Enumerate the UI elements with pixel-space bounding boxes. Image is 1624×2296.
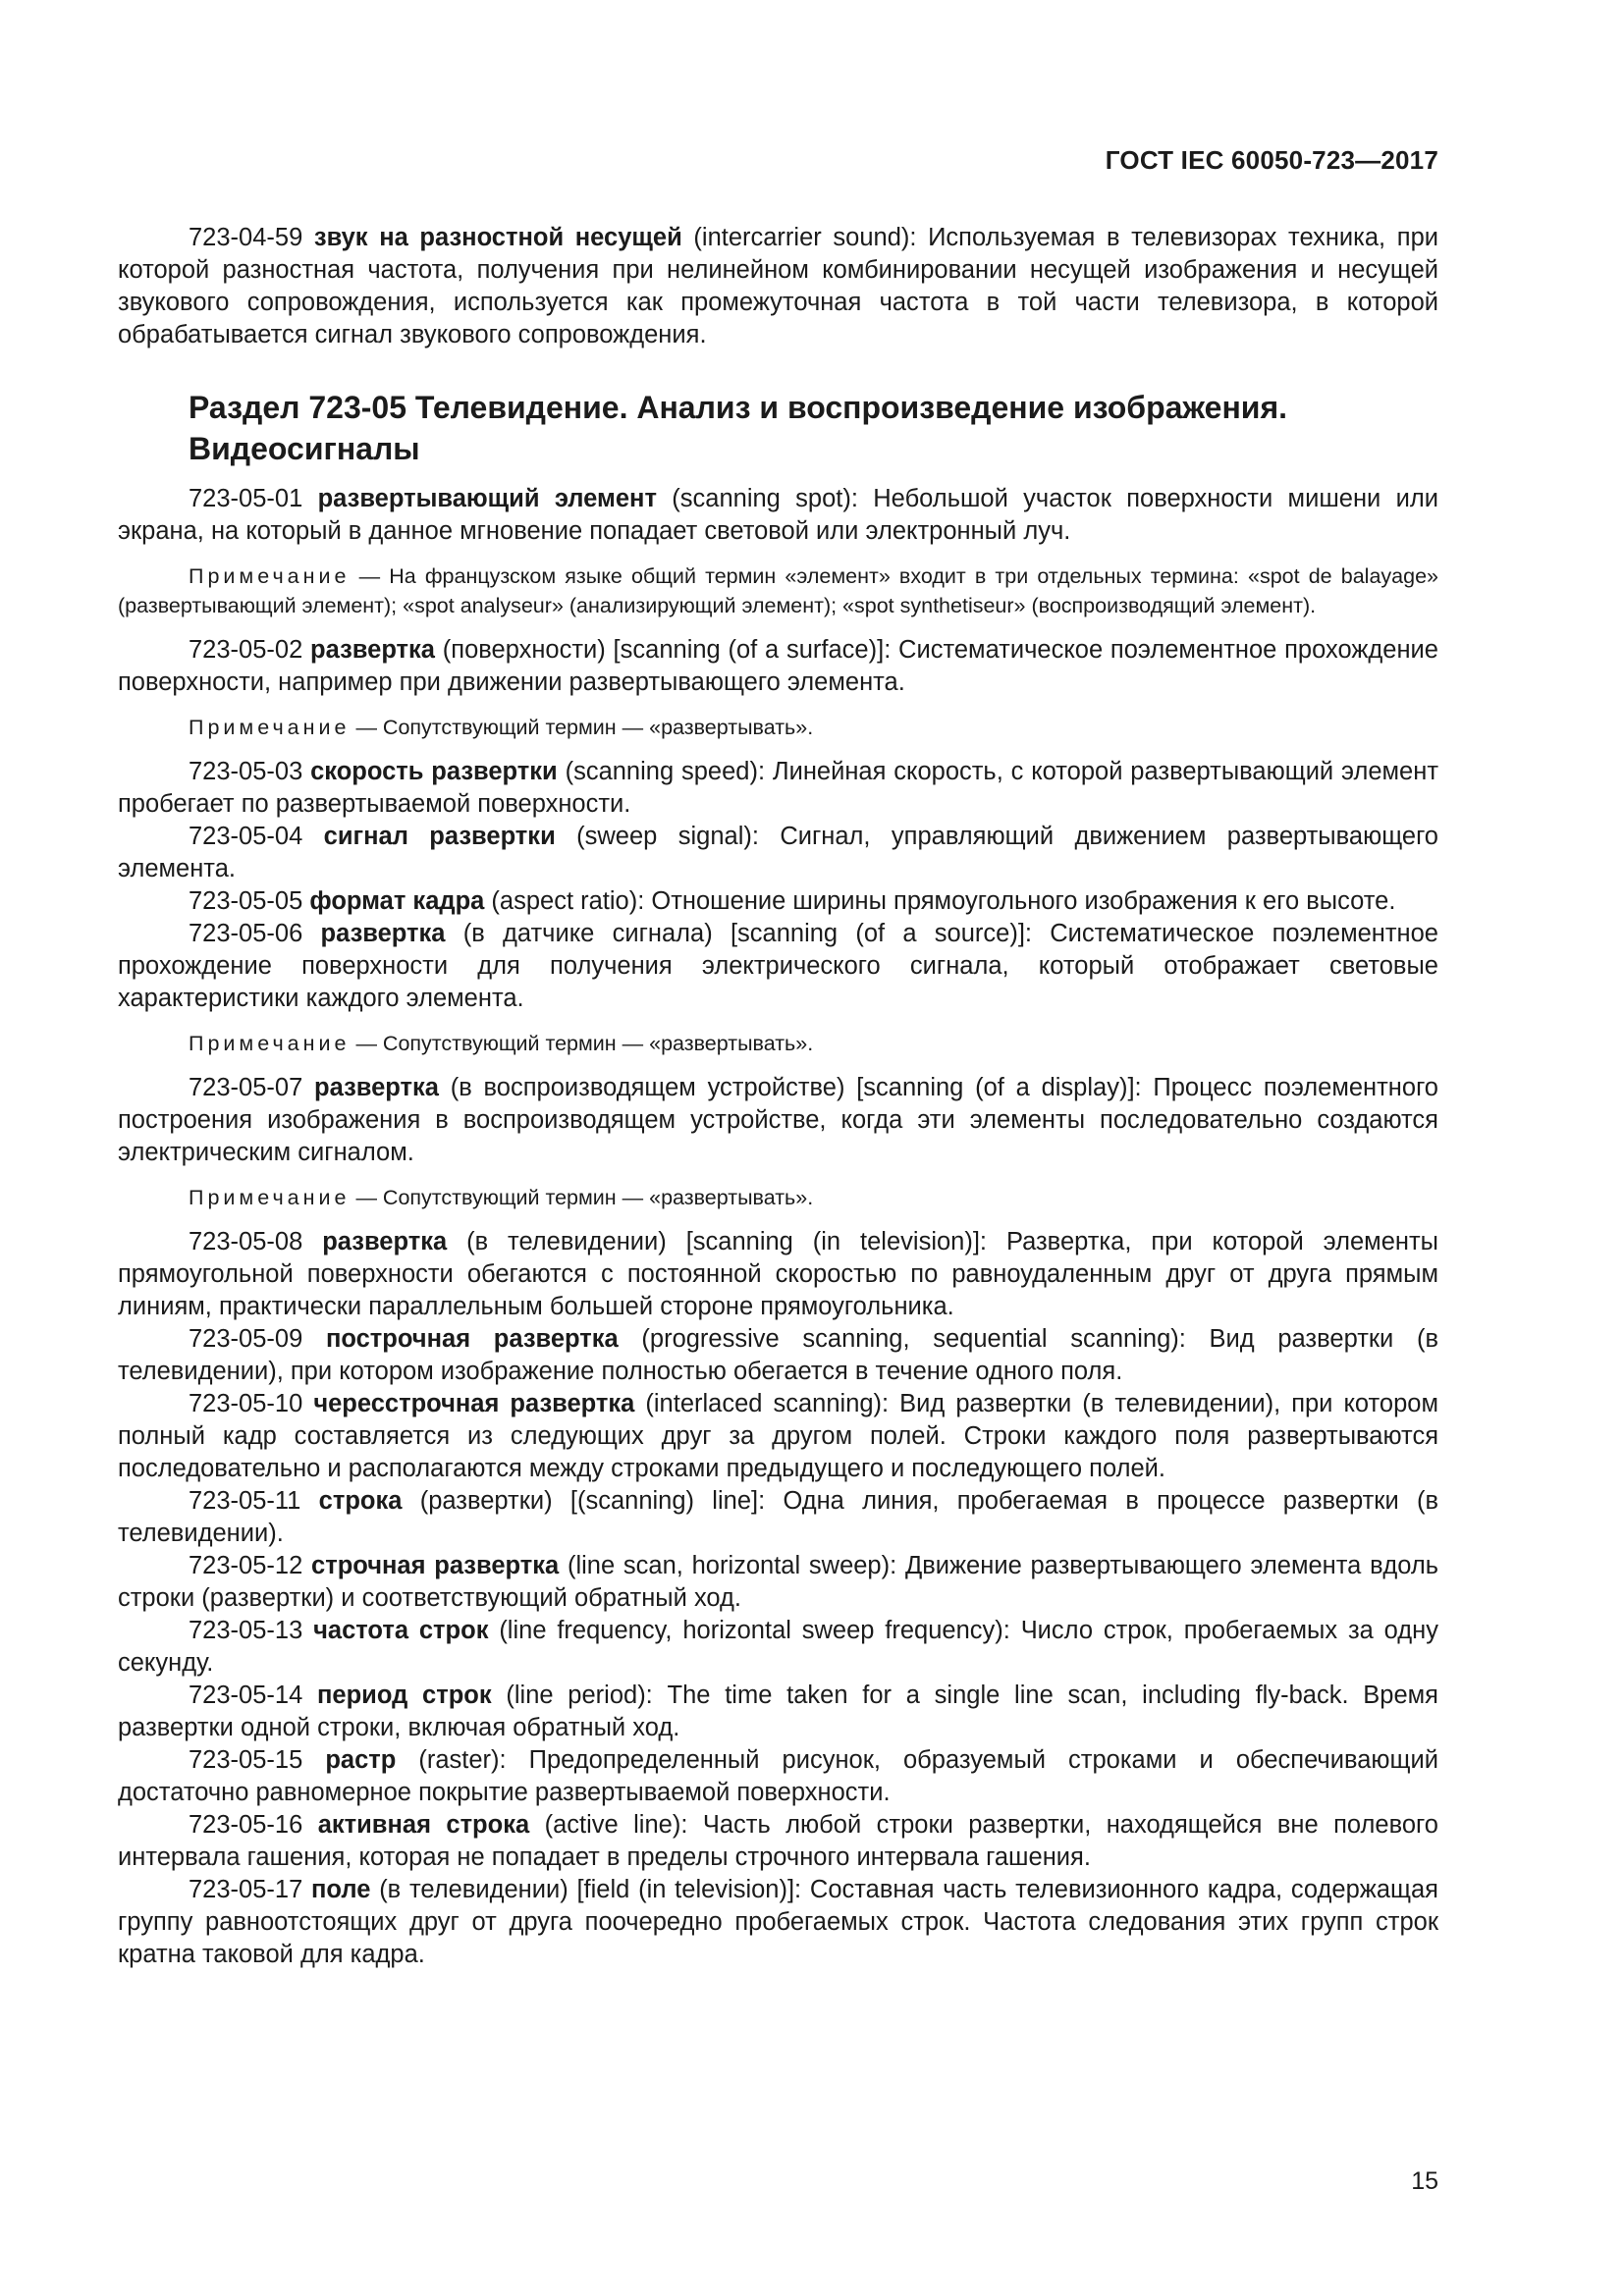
note bbox=[118, 1183, 1438, 1212]
document-body bbox=[118, 222, 1438, 1971]
term-entry bbox=[118, 1744, 1438, 1809]
term-number: 723-05-11 bbox=[189, 1487, 301, 1515]
term-number: 723-05-09 bbox=[189, 1325, 303, 1353]
term-title: звук на разностной несущей bbox=[313, 224, 682, 251]
term-title: чересстрочная развертка bbox=[313, 1390, 635, 1417]
term-definition: (поверхности) [scanning (of a surface)]: Систематическое поэлементное прохождение поверхности, например при движении развертывающего элемента. bbox=[118, 636, 1438, 696]
term-entry bbox=[118, 1485, 1438, 1550]
document-page bbox=[118, 0, 1438, 2296]
term-definition: (scanning spot): Небольшой участок поверхности мишени или экрана, на который в данное мгновение попадает световой или электронный луч. bbox=[118, 485, 1438, 545]
term-title: активная строка bbox=[317, 1811, 530, 1839]
page-number: 15 bbox=[1411, 2167, 1438, 2195]
term-title: развертка bbox=[322, 1228, 448, 1255]
term-entry bbox=[118, 634, 1438, 699]
term-number: 723-04-59 bbox=[189, 224, 303, 251]
term-definition: (aspect ratio): Отношение ширины прямоугольного изображения к его высоте. bbox=[491, 887, 1396, 915]
term-entry bbox=[118, 918, 1438, 1015]
section-title-line-2: Видеосигналы bbox=[189, 431, 420, 466]
term-definition: (в воспроизводящем устройстве) [scanning (of a display)]: Процесс поэлементного построения изображения в воспроизводящем устройстве, когда эти элементы последовательно создаются электрическим сигналом. bbox=[118, 1074, 1438, 1166]
note-label: Примечание bbox=[189, 716, 351, 739]
term-entry bbox=[118, 821, 1438, 885]
term-entry bbox=[118, 1809, 1438, 1874]
note-text: — На французском языке общий термин «элемент» входит в три отдельных термина: «spot de balayage» (развертывающий элемент); «spot analyseur» (анализирующий элемент); «spot synthetiseur» (воспроизводящий элемент). bbox=[118, 564, 1438, 617]
note-text: — Сопутствующий термин — «развертывать». bbox=[355, 716, 814, 739]
term-number: 723-05-02 bbox=[189, 636, 303, 664]
term-definition: (raster): Предопределенный рисунок, образуемый строками и обеспечивающий достаточно равномерное покрытие развертываемой поверхности. bbox=[118, 1746, 1438, 1806]
term-definition: (interlaced scanning): Вид развертки (в телевидении), при котором полный кадр составляется из следующих друг за другом полей. Строки каждого поля развертываются последовательно и располагаются между строками предыдущего и последующего полей. bbox=[118, 1390, 1438, 1482]
term-entry bbox=[118, 1874, 1438, 1971]
section-title-line-1: Раздел 723-05 Телевидение. Анализ и воспроизведение изображения. bbox=[189, 390, 1288, 425]
term-definition: (intercarrier sound): Используемая в телевизорах техника, при которой разностная частота, получения при нелинейном комбинировании несущей изображения и несущей звукового сопровождения, используется как промежуточная частота в той части телевизора, в которой обрабатывается сигнал звукового сопровождения. bbox=[118, 224, 1438, 348]
term-definition: (развертки) [(scanning) line]: Одна линия, пробегаемая в процессе развертки (в телевидении). bbox=[118, 1487, 1438, 1547]
term-number: 723-05-05 bbox=[189, 887, 303, 915]
note bbox=[118, 713, 1438, 742]
term-title: сигнал развертки bbox=[323, 823, 556, 850]
term-entry bbox=[118, 483, 1438, 548]
term-definition: (в телевидении) [field (in television)]: Составная часть телевизионного кадра, содержащая группу равноотстоящих друг от друга поочередно пробегаемых строк. Частота следования этих групп строк кратна таковой для кадра. bbox=[118, 1876, 1438, 1968]
term-number: 723-05-15 bbox=[189, 1746, 303, 1774]
document-header: ГОСТ IEC 60050-723—2017 bbox=[1105, 145, 1438, 175]
term-title: развертка bbox=[320, 920, 446, 947]
term-number: 723-05-01 bbox=[189, 485, 303, 512]
term-title: поле bbox=[311, 1876, 371, 1903]
term-number: 723-05-14 bbox=[189, 1682, 303, 1709]
term-number: 723-05-08 bbox=[189, 1228, 303, 1255]
note-label: Примечание bbox=[189, 1032, 351, 1055]
term-definition: (scanning speed): Линейная скорость, с которой развертывающий элемент пробегает по развертываемой поверхности. bbox=[118, 758, 1438, 818]
note bbox=[118, 1029, 1438, 1058]
term-number: 723-05-10 bbox=[189, 1390, 303, 1417]
term-definition: (line period): The time taken for a single line scan, including fly-back. Время развертки одной строки, включая обратный ход. bbox=[118, 1682, 1438, 1741]
term-entry bbox=[118, 1615, 1438, 1680]
note-label: Примечание bbox=[189, 1186, 351, 1209]
term-title: строка bbox=[318, 1487, 403, 1515]
term-title: период строк bbox=[317, 1682, 492, 1709]
term-number: 723-05-13 bbox=[189, 1617, 303, 1644]
term-title: развертка bbox=[310, 636, 435, 664]
term-title: построчная развертка bbox=[325, 1325, 619, 1353]
term-entry bbox=[118, 1550, 1438, 1615]
term-title: растр bbox=[325, 1746, 397, 1774]
term-title: развертывающий элемент bbox=[317, 485, 657, 512]
term-title: формат кадра bbox=[309, 887, 485, 915]
term-entry bbox=[118, 1388, 1438, 1485]
term-definition: (в телевидении) [scanning (in television)]: Развертка, при которой элементы прямоугольной поверхности обегаются с постоянной скоростью по равноудаленным друг от друга прямым линиям, практически параллельным большей стороне прямоугольника. bbox=[118, 1228, 1438, 1320]
term-entry bbox=[118, 1226, 1438, 1323]
term-entry bbox=[118, 1680, 1438, 1744]
term-entry bbox=[118, 222, 1438, 351]
term-entry bbox=[118, 885, 1438, 918]
term-title: развертка bbox=[314, 1074, 439, 1101]
term-definition: (line frequency, horizontal sweep frequency): Число строк, пробегаемых за одну секунду. bbox=[118, 1617, 1438, 1677]
note bbox=[118, 561, 1438, 620]
term-definition: (active line): Часть любой строки развертки, находящейся вне полевого интервала гашения, которая не попадает в пределы строчного интервала гашения. bbox=[118, 1811, 1438, 1871]
note-label: Примечание bbox=[189, 564, 351, 588]
term-definition: (sweep signal): Сигнал, управляющий движением развертывающего элемента. bbox=[118, 823, 1438, 882]
term-definition: (в датчике сигнала) [scanning (of a source)]: Систематическое поэлементное прохождение поверхности для получения электрического сигнала, который отображает световые характеристики каждого элемента. bbox=[118, 920, 1438, 1012]
note-text: — Сопутствующий термин — «развертывать». bbox=[355, 1186, 814, 1209]
term-definition: (line scan, horizontal sweep): Движение развертывающего элемента вдоль строки (развертки) и соответствующий обратный ход. bbox=[118, 1552, 1439, 1612]
term-entry bbox=[118, 1323, 1438, 1388]
term-entry bbox=[118, 756, 1438, 821]
term-title: частота строк bbox=[313, 1617, 489, 1644]
term-title: скорость развертки bbox=[310, 758, 558, 785]
term-number: 723-05-04 bbox=[189, 823, 303, 850]
term-title: строчная развертка bbox=[311, 1552, 560, 1579]
term-list bbox=[118, 483, 1438, 1971]
term-number: 723-05-03 bbox=[189, 758, 303, 785]
term-number: 723-05-07 bbox=[189, 1074, 303, 1101]
term-number: 723-05-12 bbox=[189, 1552, 303, 1579]
term-number: 723-05-16 bbox=[189, 1811, 303, 1839]
section-heading bbox=[189, 387, 1438, 469]
note-text: — Сопутствующий термин — «развертывать». bbox=[355, 1032, 814, 1055]
term-definition: (progressive scanning, sequential scanning): Вид развертки (в телевидении), при котором изображение полностью обегается в течение одного поля. bbox=[118, 1325, 1438, 1385]
term-number: 723-05-17 bbox=[189, 1876, 303, 1903]
term-number: 723-05-06 bbox=[189, 920, 303, 947]
term-entry bbox=[118, 1072, 1438, 1169]
